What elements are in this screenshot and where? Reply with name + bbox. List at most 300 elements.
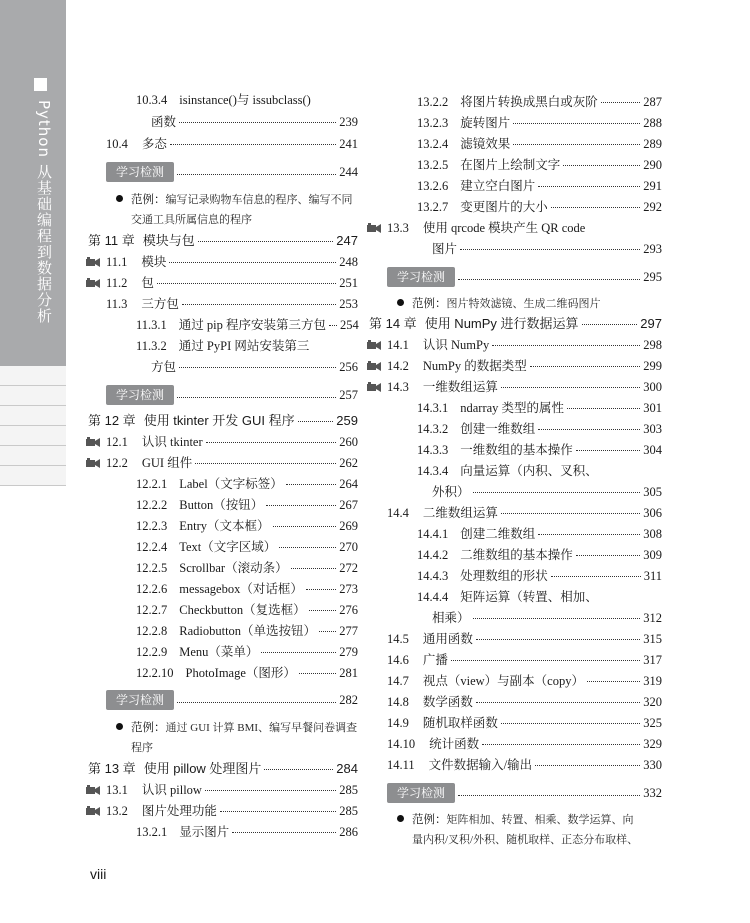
example-text: 编写记录购物车信息的程序、编写不同 — [165, 194, 353, 206]
entry-number: 14.4.3 — [417, 569, 449, 583]
entry-page: 256 — [339, 360, 358, 374]
entry-number: 12.1 — [106, 435, 128, 449]
entry-number: 第 13 章 — [88, 761, 136, 776]
example-line — [397, 809, 662, 830]
entry-page: 300 — [643, 380, 662, 394]
entry-number: 14.5 — [387, 632, 409, 646]
entry-number: 14.3 — [387, 380, 409, 394]
entry-page: 285 — [339, 783, 358, 797]
entry-number: 14.9 — [387, 716, 409, 730]
entry-title: 广播 — [422, 653, 448, 667]
entry-number: 11.3.1 — [136, 318, 167, 332]
video-camera-icon — [367, 340, 381, 350]
study-check-label: 学习检测 — [106, 385, 174, 405]
entry-page: 315 — [643, 632, 662, 646]
entry-page: 286 — [339, 825, 358, 839]
toc-entry[interactable] — [86, 782, 358, 800]
entry-number: 14.4.2 — [417, 548, 449, 562]
entry-title: 滤镜效果 — [460, 137, 511, 151]
toc-entry[interactable] — [136, 824, 358, 842]
dot-leader — [261, 652, 336, 653]
example-line — [116, 189, 358, 210]
toc-entry[interactable] — [136, 317, 358, 335]
dot-leader — [476, 702, 640, 703]
entry-title: 一维数组的基本操作 — [460, 443, 573, 457]
entry-title: messagebox（对话框） — [179, 582, 303, 596]
entry-title: 视点（view）与副本（copy） — [422, 674, 584, 688]
entry-page: 247 — [336, 233, 358, 248]
entry-page: 270 — [339, 540, 358, 554]
toc-chapter-entry[interactable] — [88, 761, 358, 779]
dot-leader — [319, 631, 336, 632]
entry-page: 291 — [643, 179, 662, 193]
entry-number: 10.4 — [106, 137, 128, 151]
dot-leader — [458, 795, 640, 796]
example-label: 范例： — [412, 296, 447, 310]
example-line: 量内积/叉积/外积、随机取样、正态分布取样、 — [412, 834, 639, 846]
entry-title: 随机取样函数 — [422, 716, 498, 730]
entry-title: Entry（文本框） — [179, 519, 270, 533]
dot-leader — [329, 325, 337, 326]
toc-entry[interactable] — [417, 199, 662, 217]
study-check-entry[interactable] — [106, 384, 358, 406]
example-text: 图片特效滤镜、生成二维码图片 — [446, 298, 601, 310]
toc-entry[interactable] — [136, 665, 358, 683]
toc-entry[interactable] — [151, 114, 358, 132]
entry-page: 284 — [336, 761, 358, 776]
toc-entry[interactable] — [387, 757, 662, 775]
dot-leader — [501, 513, 640, 514]
side-band-gray — [0, 0, 66, 366]
entry-title: 创建二维数组 — [460, 527, 536, 541]
toc-entry[interactable] — [136, 518, 358, 536]
dot-leader — [530, 366, 641, 367]
toc-entry[interactable] — [136, 560, 358, 578]
entry-number: 12.2.3 — [136, 519, 168, 533]
dot-leader — [582, 324, 638, 325]
entry-page: 259 — [336, 413, 358, 428]
entry-title: Scrollbar（滚动条） — [179, 561, 288, 575]
side-band — [0, 0, 66, 923]
dot-leader — [291, 568, 337, 569]
toc-entry[interactable] — [387, 631, 662, 649]
entry-page: 285 — [339, 804, 358, 818]
dot-leader — [458, 279, 640, 280]
entry-title: 变更图片的大小 — [460, 200, 548, 214]
dot-leader — [587, 681, 640, 682]
entry-title: 向量运算（内积、叉积、 — [460, 464, 598, 478]
entry-title: isinstance()与 issubclass() — [179, 93, 311, 107]
dot-leader — [538, 186, 640, 187]
entry-title: 通用函数 — [422, 632, 473, 646]
entry-page: 320 — [643, 695, 662, 709]
entry-title: 旋转图片 — [460, 116, 511, 130]
entry-number: 第 14 章 — [369, 316, 417, 331]
toc-entry[interactable] — [86, 455, 358, 473]
example-line — [397, 293, 662, 314]
toc-entry[interactable] — [106, 136, 358, 154]
toc-entry[interactable] — [136, 92, 358, 110]
dot-leader — [179, 367, 336, 368]
toc-entry[interactable] — [136, 623, 358, 641]
entry-page: 276 — [339, 603, 358, 617]
entry-page: 308 — [643, 527, 662, 541]
entry-number: 12.2.5 — [136, 561, 168, 575]
entry-page: 293 — [643, 242, 662, 256]
toc-entry[interactable] — [136, 338, 358, 356]
dot-leader — [177, 174, 336, 175]
entry-title: 使用 qrcode 模块产生 QR code — [422, 221, 586, 235]
dot-leader — [279, 547, 336, 548]
entry-title: 通过 PyPI 网站安装第三 — [178, 339, 310, 353]
study-check-entry[interactable] — [106, 161, 358, 183]
dot-leader — [451, 660, 640, 661]
toc-entry[interactable] — [367, 337, 662, 355]
toc-entry[interactable] — [86, 803, 358, 821]
toc-entry[interactable] — [417, 94, 662, 112]
toc-entry[interactable] — [387, 505, 662, 523]
dot-leader — [169, 262, 336, 263]
entry-page: 244 — [339, 164, 358, 179]
entry-title: 认识 tkinter — [141, 435, 203, 449]
entry-title: 通过 pip 程序安装第三方包 — [178, 318, 327, 332]
dot-leader — [563, 165, 640, 166]
dot-leader — [157, 283, 336, 284]
toc-entry[interactable] — [367, 220, 662, 238]
side-tab — [0, 446, 66, 466]
entry-title: 三方包 — [141, 297, 179, 311]
entry-title: 二维数组运算 — [422, 506, 498, 520]
toc-entry[interactable] — [432, 241, 662, 259]
entry-title: Text（文字区域） — [179, 540, 277, 554]
entry-number: 12.2.8 — [136, 624, 168, 638]
study-check-label: 学习检测 — [106, 690, 174, 710]
entry-title: Button（按钮） — [179, 498, 264, 512]
entry-title: 数学函数 — [422, 695, 473, 709]
study-check-entry[interactable] — [387, 782, 662, 804]
entry-title: Label（文字标签） — [179, 477, 283, 491]
entry-number: 第 12 章 — [88, 413, 136, 428]
study-check-entry[interactable] — [387, 266, 662, 288]
toc-entry[interactable] — [86, 275, 358, 293]
entry-number: 14.3.2 — [417, 422, 449, 436]
dot-leader — [492, 345, 640, 346]
dot-leader — [482, 744, 640, 745]
entry-title: 使用 pillow 处理图片 — [143, 761, 262, 776]
dot-leader — [273, 526, 337, 527]
entry-number: 13.2.7 — [417, 200, 449, 214]
toc-entry[interactable] — [136, 539, 358, 557]
entry-number: 12.2.10 — [136, 666, 174, 680]
entry-page: 290 — [643, 158, 662, 172]
entry-title: 模块 — [141, 255, 167, 269]
toc-entry[interactable] — [136, 602, 358, 620]
entry-page: 272 — [339, 561, 358, 575]
toc-entry[interactable] — [387, 715, 662, 733]
toc-entry[interactable] — [106, 296, 358, 314]
example-note — [397, 293, 662, 314]
dot-leader — [473, 618, 641, 619]
dot-leader — [309, 610, 337, 611]
entry-title: 创建一维数组 — [460, 422, 536, 436]
toc-entry[interactable] — [151, 359, 358, 377]
dot-leader — [576, 555, 640, 556]
entry-page: 273 — [339, 582, 358, 596]
dot-leader — [177, 702, 336, 703]
entry-number: 12.2.2 — [136, 498, 168, 512]
entry-number: 10.3.4 — [136, 93, 168, 107]
entry-page: 253 — [339, 297, 358, 311]
entry-page: 311 — [643, 569, 662, 583]
dot-leader — [513, 144, 640, 145]
dot-leader — [195, 463, 336, 464]
dot-leader — [513, 123, 640, 124]
entry-page: 292 — [643, 200, 662, 214]
entry-number: 13.2.4 — [417, 137, 449, 151]
example-text: 通过 GUI 计算 BMI、编写早餐问卷调查 — [165, 722, 358, 734]
dot-leader — [501, 723, 640, 724]
entry-title: 处理数组的形状 — [460, 569, 548, 583]
entry-title: NumPy 的数据类型 — [422, 359, 527, 373]
toc-entry[interactable] — [387, 736, 662, 754]
entry-title: Radiobutton（单选按钮） — [179, 624, 317, 638]
entry-title: PhotoImage（图形） — [185, 666, 296, 680]
entry-title: 矩阵运算（转置、相加、 — [460, 590, 598, 604]
entry-page: 269 — [339, 519, 358, 533]
entry-number: 14.11 — [387, 758, 415, 772]
entry-number: 14.4.1 — [417, 527, 449, 541]
entry-page: 267 — [339, 498, 358, 512]
entry-number: 14.3.1 — [417, 401, 449, 415]
dot-leader — [264, 769, 333, 770]
entry-page: 329 — [643, 737, 662, 751]
book-title-vertical: Python 从基础编程到数据分析 — [35, 100, 53, 324]
entry-number: 13.2.3 — [417, 116, 449, 130]
entry-title: Menu（菜单） — [179, 645, 259, 659]
entry-title: 外积） — [432, 485, 470, 499]
entry-number: 13.3 — [387, 221, 409, 235]
entry-title: 包 — [141, 276, 154, 290]
entry-number: 14.4 — [387, 506, 409, 520]
entry-page: 260 — [339, 435, 358, 449]
dot-leader — [298, 421, 334, 422]
entry-number: 14.6 — [387, 653, 409, 667]
entry-page: 241 — [339, 137, 358, 151]
toc-entry[interactable] — [367, 358, 662, 376]
entry-number: 12.2.1 — [136, 477, 168, 491]
entry-page: 289 — [643, 137, 662, 151]
entry-page: 306 — [643, 506, 662, 520]
entry-title: 图片处理功能 — [141, 804, 217, 818]
dot-leader — [232, 832, 336, 833]
dot-leader — [182, 304, 336, 305]
dot-leader — [567, 408, 640, 409]
dot-leader — [177, 397, 336, 398]
toc-entry[interactable] — [417, 400, 662, 418]
entry-title: 多态 — [141, 137, 167, 151]
entry-page: 281 — [339, 666, 358, 680]
toc-entry[interactable] — [86, 254, 358, 272]
side-tab — [0, 426, 66, 446]
dot-leader — [576, 450, 640, 451]
entry-title: 在图片上绘制文字 — [460, 158, 561, 172]
study-check-label: 学习检测 — [387, 783, 455, 803]
dot-leader — [220, 811, 336, 812]
entry-title: GUI 组件 — [141, 456, 193, 470]
example-line: 程序 — [131, 742, 153, 754]
entry-page: 319 — [643, 674, 662, 688]
example-label: 范例： — [131, 720, 166, 734]
entry-number: 14.4.4 — [417, 590, 449, 604]
entry-title: 认识 NumPy — [422, 338, 490, 352]
toc-entry[interactable] — [387, 694, 662, 712]
entry-title: 函数 — [151, 115, 177, 129]
entry-title: 一维数组运算 — [422, 380, 498, 394]
entry-number: 12.2.9 — [136, 645, 168, 659]
video-camera-icon — [86, 278, 100, 288]
entry-page: 287 — [643, 95, 662, 109]
entry-number: 12.2 — [106, 456, 128, 470]
toc-entry[interactable] — [432, 610, 662, 628]
entry-page: 305 — [643, 485, 662, 499]
entry-number: 14.7 — [387, 674, 409, 688]
entry-page: 262 — [339, 456, 358, 470]
entry-title: 图片 — [432, 242, 458, 256]
entry-number: 14.10 — [387, 737, 416, 751]
entry-page: 239 — [339, 115, 358, 129]
entry-page: 303 — [643, 422, 662, 436]
dot-leader — [206, 442, 337, 443]
study-check-entry[interactable] — [106, 689, 358, 711]
side-tabs — [0, 366, 66, 486]
entry-page: 301 — [643, 401, 662, 415]
entry-number: 14.8 — [387, 695, 409, 709]
toc-entry[interactable] — [367, 379, 662, 397]
entry-title: 建立空白图片 — [460, 179, 536, 193]
toc-entry[interactable] — [417, 568, 662, 586]
entry-title: 方包 — [151, 360, 177, 374]
toc-entry[interactable] — [136, 644, 358, 662]
entry-number: 11.3.2 — [136, 339, 167, 353]
entry-title: 二维数组的基本操作 — [460, 548, 573, 562]
entry-number: 11.3 — [106, 297, 128, 311]
video-camera-icon — [86, 257, 100, 267]
bullet-icon — [397, 299, 404, 306]
entry-number: 13.1 — [106, 783, 128, 797]
entry-number: 第 11 章 — [88, 233, 135, 248]
entry-title: 统计函数 — [429, 737, 480, 751]
entry-number: 14.2 — [387, 359, 409, 373]
entry-page: 264 — [339, 477, 358, 491]
dot-leader — [179, 122, 336, 123]
toc-entry[interactable] — [86, 434, 358, 452]
entry-number: 13.2.1 — [136, 825, 168, 839]
video-camera-icon — [367, 361, 381, 371]
entry-title: 将图片转换成黑白或灰阶 — [460, 95, 598, 109]
toc-entry[interactable] — [417, 589, 662, 607]
bullet-icon — [397, 815, 404, 822]
dot-leader — [286, 484, 337, 485]
entry-number: 14.3.3 — [417, 443, 449, 457]
entry-page: 295 — [643, 269, 662, 284]
bullet-icon — [116, 723, 123, 730]
toc-entry[interactable] — [417, 421, 662, 439]
entry-number: 12.2.4 — [136, 540, 168, 554]
entry-page: 309 — [643, 548, 662, 562]
toc-chapter-entry[interactable] — [88, 233, 358, 251]
toc-entry[interactable] — [417, 442, 662, 460]
dot-leader — [266, 505, 336, 506]
toc-entry[interactable] — [417, 178, 662, 196]
toc-entry[interactable] — [387, 652, 662, 670]
entry-title: 认识 pillow — [141, 783, 202, 797]
entry-number: 13.2.6 — [417, 179, 449, 193]
toc-entry[interactable] — [136, 581, 358, 599]
entry-title: 显示图片 — [179, 825, 230, 839]
side-tab — [0, 466, 66, 486]
dot-leader — [306, 589, 336, 590]
dot-leader — [460, 249, 640, 250]
entry-title: Checkbutton（复选框） — [179, 603, 306, 617]
example-note — [397, 809, 662, 850]
dot-leader — [170, 144, 336, 145]
entry-page: 304 — [643, 443, 662, 457]
side-square-icon — [34, 78, 47, 91]
entry-page: 288 — [643, 116, 662, 130]
toc-entry[interactable] — [432, 484, 662, 502]
entry-page: 248 — [339, 255, 358, 269]
entry-title: 使用 NumPy 进行数据运算 — [424, 316, 579, 331]
toc-chapter-entry[interactable] — [88, 413, 358, 431]
example-line: 交通工具所属信息的程序 — [131, 214, 252, 226]
toc-entry[interactable] — [417, 157, 662, 175]
entry-title: 文件数据输入/输出 — [428, 758, 533, 772]
dot-leader — [476, 639, 640, 640]
entry-number: 14.1 — [387, 338, 409, 352]
toc-entry[interactable] — [417, 547, 662, 565]
toc-entry[interactable] — [417, 136, 662, 154]
entry-page: 332 — [643, 785, 662, 800]
entry-title: ndarray 类型的属性 — [460, 401, 565, 415]
entry-number: 13.2.2 — [417, 95, 449, 109]
toc-chapter-entry[interactable] — [369, 316, 662, 334]
example-text: 矩阵相加、转置、相乘、数学运算、向 — [446, 814, 634, 826]
dot-leader — [551, 576, 641, 577]
entry-title: 使用 tkinter 开发 GUI 程序 — [143, 413, 295, 428]
toc-entry[interactable] — [387, 673, 662, 691]
toc-entry[interactable] — [417, 463, 662, 481]
example-line — [116, 717, 358, 738]
entry-page: 277 — [339, 624, 358, 638]
entry-number: 13.2 — [106, 804, 128, 818]
toc-entry[interactable] — [417, 526, 662, 544]
dot-leader — [299, 673, 336, 674]
side-tab — [0, 406, 66, 426]
dot-leader — [538, 429, 640, 430]
toc-entry[interactable] — [417, 115, 662, 133]
entry-page: 251 — [339, 276, 358, 290]
video-camera-icon — [86, 437, 100, 447]
dot-leader — [538, 534, 640, 535]
toc-entry[interactable] — [136, 497, 358, 515]
dot-leader — [535, 765, 640, 766]
dot-leader — [205, 790, 336, 791]
dot-leader — [601, 102, 640, 103]
entry-page: 298 — [643, 338, 662, 352]
toc-entry[interactable] — [136, 476, 358, 494]
entry-page: 254 — [340, 318, 359, 332]
side-tab — [0, 366, 66, 386]
